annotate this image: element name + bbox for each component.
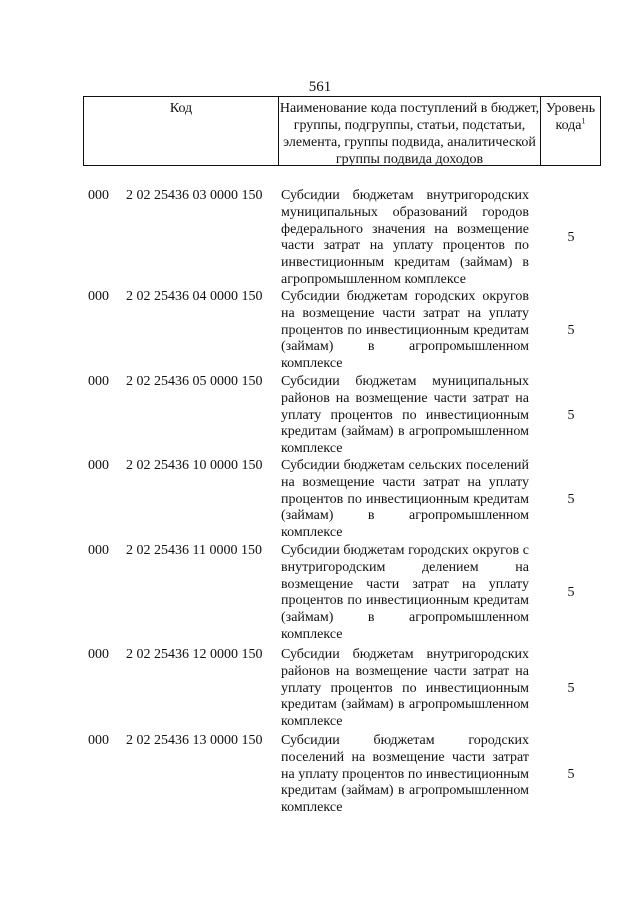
income-name: Субсидии бюджетам внутригородских районов на возмещение части затрат на уплату процентов по инвестиционным кредитам (займам) в агропромышленном комплексе — [281, 647, 529, 730]
code-level: 5 — [567, 408, 575, 423]
owner-code: 000 — [88, 188, 109, 203]
income-code: 2 02 25436 04 0000 150 — [126, 289, 263, 304]
owner-code: 000 — [88, 289, 109, 304]
income-name: Субсидии бюджетам внутригородских муниципальных образований городов федерального значения на возмещение части затрат на уплату процентов по инвестиционным кредитам (займам) в агропромышленном комплексе — [281, 188, 529, 287]
income-name: Субсидии бюджетам муниципальных районов на возмещение части затрат на уплату процентов по инвестиционным кредитам (займам) в агропромышленном комплексе — [281, 374, 529, 457]
income-code: 2 02 25436 11 0000 150 — [126, 543, 262, 558]
code-level: 5 — [567, 585, 575, 600]
header-name: Наименование кода поступлений в бюджет, группы, подгруппы, статьи, подстатьи, элемента, группы подвида, аналитической группы подвида доходов — [279, 97, 541, 165]
income-code: 2 02 25436 05 0000 150 — [126, 374, 263, 389]
code-level: 5 — [567, 767, 575, 782]
income-name: Субсидии бюджетам городских округов с внутригородским делением на возмещение части затрат на уплату процентов по инвестиционным кредитам (займам) в агропромышленном комплексе — [281, 543, 529, 642]
page-number: 561 — [308, 79, 332, 95]
code-level: 5 — [567, 681, 575, 696]
income-code: 2 02 25436 12 0000 150 — [126, 647, 263, 662]
header-level — [541, 97, 600, 165]
income-code: 2 02 25436 03 0000 150 — [126, 188, 263, 203]
owner-code: 000 — [88, 458, 109, 473]
code-level: 5 — [567, 492, 575, 507]
code-level: 5 — [567, 230, 575, 245]
income-code: 2 02 25436 10 0000 150 — [126, 458, 263, 473]
header-level-footnote: 1 — [581, 116, 586, 126]
table-header — [83, 96, 601, 166]
owner-code: 000 — [88, 543, 109, 558]
owner-code: 000 — [88, 733, 109, 748]
code-level: 5 — [567, 323, 575, 338]
owner-code: 000 — [88, 374, 109, 389]
income-name: Субсидии бюджетам сельских поселений на возмещение части затрат на уплату процентов по инвестиционным кредитам (займам) в агропромышленном комплексе — [281, 458, 529, 541]
owner-code: 000 — [88, 647, 109, 662]
header-level-label: Уровень кода — [545, 101, 596, 133]
income-code: 2 02 25436 13 0000 150 — [126, 733, 263, 748]
income-name: Субсидии бюджетам городских округов на возмещение части затрат на уплату процентов по инвестиционным кредитам (займам) в агропромышленном комплексе — [281, 289, 529, 372]
income-name: Субсидии бюджетам городских поселений на возмещение части затрат на уплату процентов по инвестиционным кредитам (займам) в агропромышленном комплексе — [281, 733, 529, 816]
header-code: Код — [84, 97, 279, 165]
